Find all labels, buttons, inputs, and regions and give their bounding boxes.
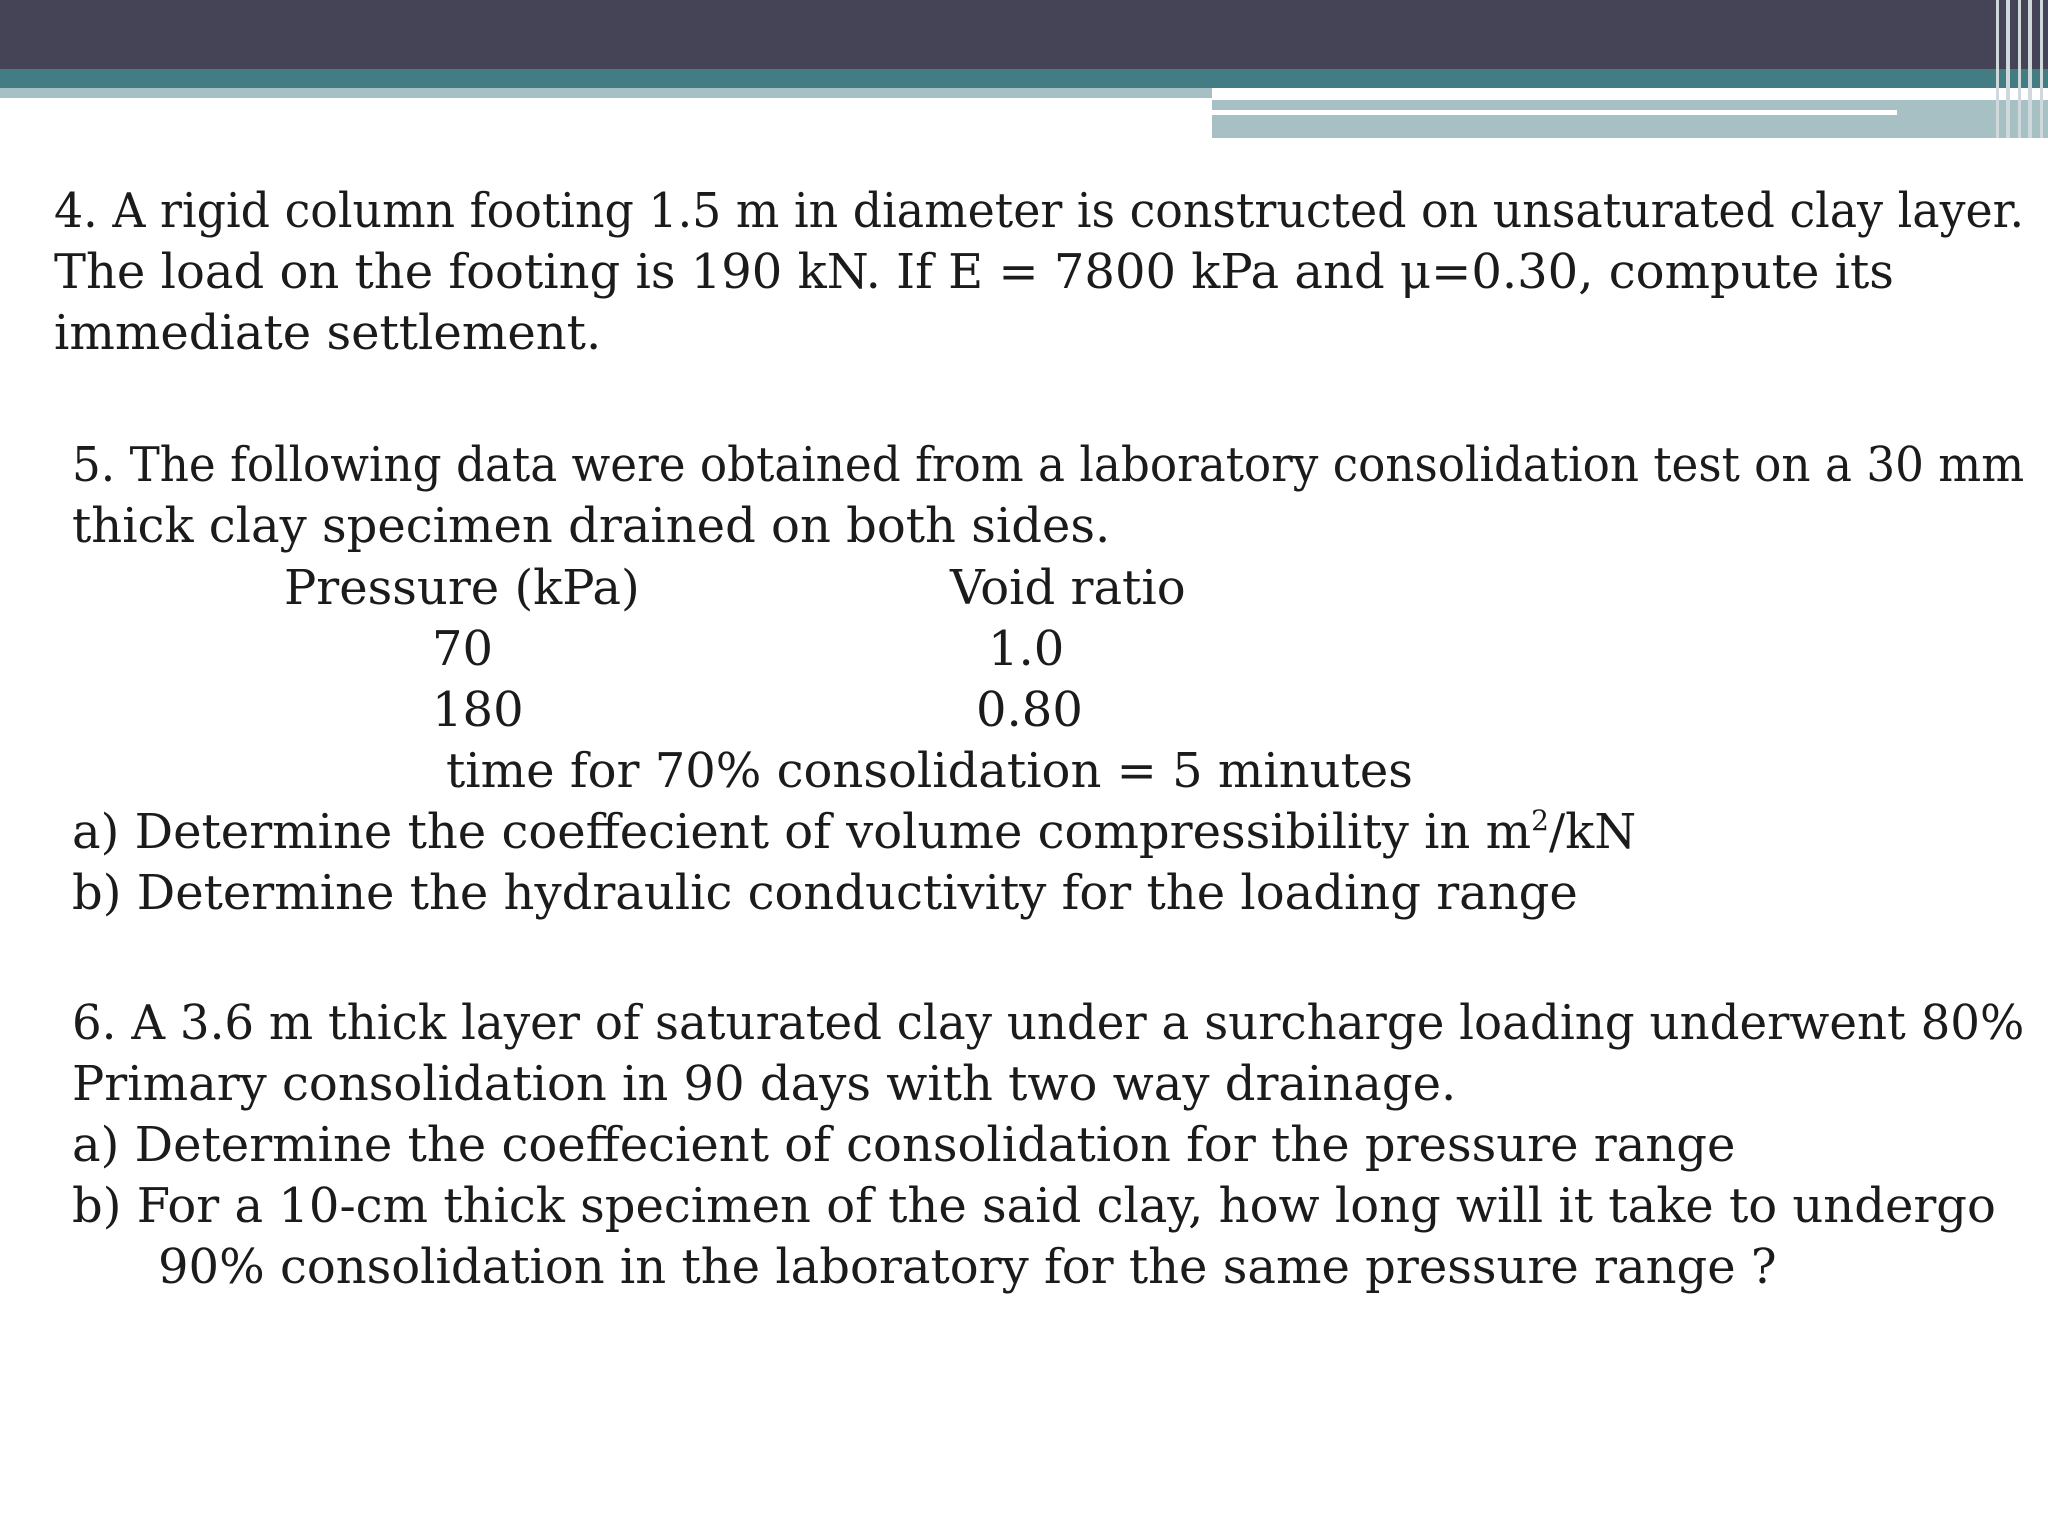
problem-4-line-3: immediate settlement. (54, 305, 602, 361)
problem-6-part-b-cont: 90% consolidation in the laboratory for the same pressure range ? (158, 1239, 1777, 1295)
header-white-line (1212, 110, 1897, 115)
table-cell-pressure-2: 180 (432, 682, 524, 738)
problem-6-line-1: 6. A 3.6 m thick layer of saturated clay under a surcharge loading underwent 80% (72, 995, 2025, 1051)
problem-5-part-a-unit: /kN (1548, 804, 1637, 860)
table-header-pressure: Pressure (kPa) (284, 560, 640, 616)
superscript-2: 2 (1531, 804, 1549, 837)
problem-5-line-2: thick clay specimen drained on both sides. (72, 498, 1111, 554)
table-cell-void-1: 1.0 (988, 621, 1065, 677)
problem-5-line-1: 5. The following data were obtained from a laboratory consolidation test on a 30 mm (72, 437, 2025, 493)
problem-4-line-1: 4. A rigid column footing 1.5 m in diameter is constructed on unsaturated clay layer. (54, 183, 2025, 239)
header-vertical-lines (1990, 0, 2048, 138)
problem-4-line-2: The load on the footing is 190 kN. If E = 7800 kPa and μ=0.30, compute its (54, 244, 1894, 300)
problem-6-part-a: a) Determine the coeffecient of consolidation for the pressure range (72, 1117, 1736, 1173)
table-cell-void-2: 0.80 (976, 682, 1083, 738)
table-cell-pressure-1: 70 (432, 621, 494, 677)
problem-5-part-b: b) Determine the hydraulic conductivity for the loading range (72, 865, 1578, 921)
table-header-void-ratio: Void ratio (950, 560, 1186, 616)
header-bar-step (1650, 132, 2048, 138)
problem-5-part-a-text: a) Determine the coeffecient of volume compressibility in m (72, 804, 1532, 860)
problem-6-part-b: b) For a 10-cm thick specimen of the said clay, how long will it take to undergo (72, 1178, 1996, 1234)
header-bar-teal (0, 69, 2048, 88)
time-note: time for 70% consolidation = 5 minutes (446, 743, 1413, 799)
header-bar-light-left (0, 88, 1212, 98)
problem-6-line-2: Primary consolidation in 90 days with two way drainage. (72, 1056, 1457, 1112)
header-bar-dark (0, 0, 2048, 69)
problem-5-part-a (72, 801, 1636, 863)
